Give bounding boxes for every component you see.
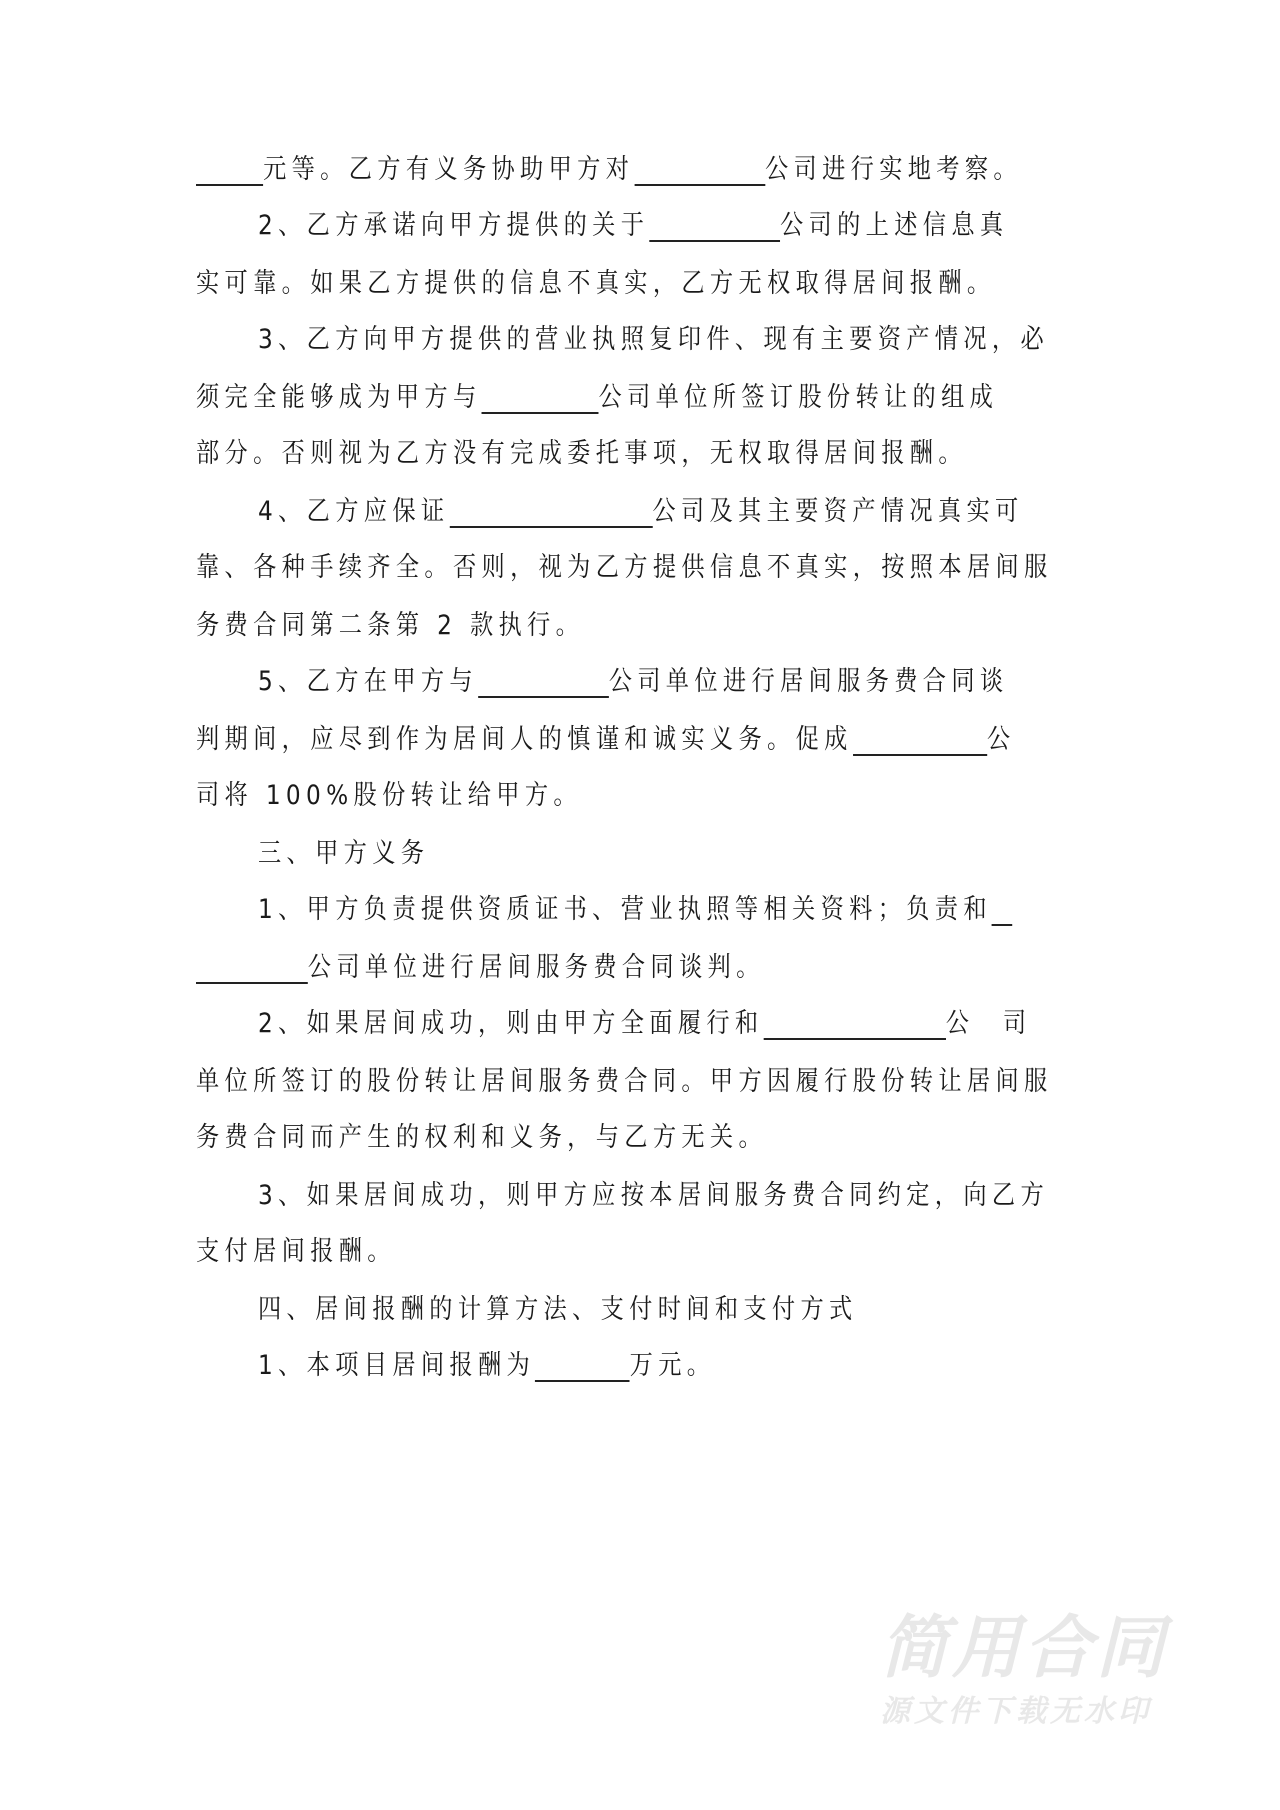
text-segment: 4、乙方应保证	[258, 496, 450, 527]
text-segment: 元等。乙方有义务协助甲方对	[263, 154, 635, 185]
watermark-title: 简用合同	[880, 1609, 1169, 1688]
fill-in-blank[interactable]	[763, 1008, 945, 1040]
clause-4-line-1	[258, 492, 1024, 532]
text-segment: 2、乙方承诺向甲方提供的关于	[258, 210, 650, 241]
text-segment: 司将 100%股份转让给甲方。	[196, 780, 582, 811]
clause-3-line-3	[196, 434, 967, 474]
watermark-subtitle: 源文件下载无水印	[880, 1694, 1152, 1729]
text-segment: 2、如果居间成功，则由甲方全面履行和	[258, 1008, 764, 1039]
clause-3-line-2	[196, 378, 998, 418]
clause-2-line-2	[196, 264, 995, 304]
fill-in-blank[interactable]	[634, 154, 765, 186]
text-segment: 公	[986, 724, 1016, 755]
text-segment: 实可靠。如果乙方提供的信息不真实，乙方无权取得居间报酬。	[196, 268, 996, 299]
text-segment: 务费合同而产生的权利和义务，与乙方无关。	[196, 1122, 768, 1153]
party-a-clause-2-line-1	[258, 1004, 1031, 1044]
clause-3-line-1	[258, 320, 1049, 360]
text-segment: 公 司	[945, 1008, 1032, 1039]
text-segment: 公司进行实地考察。	[764, 154, 1022, 185]
text-segment: 务费合同第二条第 2 款执行。	[196, 610, 585, 641]
text-segment: 须完全能够成为甲方与	[196, 382, 482, 413]
text-segment: 5、乙方在甲方与	[258, 666, 478, 697]
text-segment: 1、甲方负责提供资质证书、营业执照等相关资料；负责和	[258, 894, 992, 925]
text-segment: 1、本项目居间报酬为	[258, 1350, 536, 1381]
clause-4-line-3	[196, 606, 584, 646]
fill-in-blank[interactable]	[478, 666, 609, 698]
text-segment: 3、如果居间成功，则甲方应按本居间服务费合同约定，向乙方	[258, 1180, 1050, 1211]
fill-in-blank[interactable]	[535, 1350, 630, 1382]
clause-5-line-1	[258, 662, 1008, 702]
fill-in-blank[interactable]	[482, 382, 599, 414]
text-segment: 支付居间报酬。	[196, 1236, 396, 1267]
text-segment: 公司单位进行居间服务费合同谈判。	[307, 952, 765, 983]
clause-4-line-2	[196, 548, 1053, 588]
text-segment: 单位所签订的股份转让居间服务费合同。甲方因履行股份转让居间服	[196, 1066, 1053, 1097]
party-a-clause-2-line-2	[196, 1062, 1053, 1102]
party-a-clause-3-line-2	[196, 1232, 396, 1272]
fill-in-blank[interactable]	[992, 894, 1013, 926]
fill-in-blank[interactable]	[196, 952, 308, 984]
party-a-clause-1-line-2	[196, 948, 765, 988]
text-line	[196, 150, 1022, 190]
party-a-clause-3-line-1	[258, 1176, 1049, 1216]
fill-in-blank[interactable]	[853, 724, 987, 756]
text-segment: 靠、各种手续齐全。否则，视为乙方提供信息不真实，按照本居间服	[196, 552, 1053, 583]
text-segment: 公司单位所签订股份转让的组成	[598, 382, 999, 413]
clause-5-line-3	[196, 776, 582, 816]
section-heading-commission	[258, 1290, 858, 1330]
text-segment: 3、乙方向甲方提供的营业执照复印件、现有主要资产情况，必	[258, 324, 1050, 355]
party-a-clause-1-line-1	[258, 890, 1013, 930]
text-segment: 判期间，应尽到作为居间人的慎谨和诚实义务。促成	[196, 724, 853, 755]
fill-in-blank[interactable]	[196, 154, 263, 186]
section-heading-party-a-obligations	[258, 834, 429, 874]
clause-5-line-2	[196, 720, 1015, 760]
text-segment: 部分。否则视为乙方没有完成委托事项，无权取得居间报酬。	[196, 438, 967, 469]
text-segment: 公司的上述信息真	[780, 210, 1009, 241]
section-heading: 四、居间报酬的计算方法、支付时间和支付方式	[258, 1294, 858, 1325]
fill-in-blank[interactable]	[449, 496, 652, 528]
section-heading: 三、甲方义务	[258, 838, 430, 869]
clause-2-line-1	[258, 206, 1008, 246]
fill-in-blank[interactable]	[649, 210, 780, 242]
text-segment: 公司及其主要资产情况真实可	[652, 496, 1024, 527]
text-segment: 万元。	[629, 1350, 716, 1381]
commission-clause-1	[258, 1346, 715, 1386]
party-a-clause-2-line-3	[196, 1118, 767, 1158]
text-segment: 公司单位进行居间服务费合同谈	[608, 666, 1009, 697]
